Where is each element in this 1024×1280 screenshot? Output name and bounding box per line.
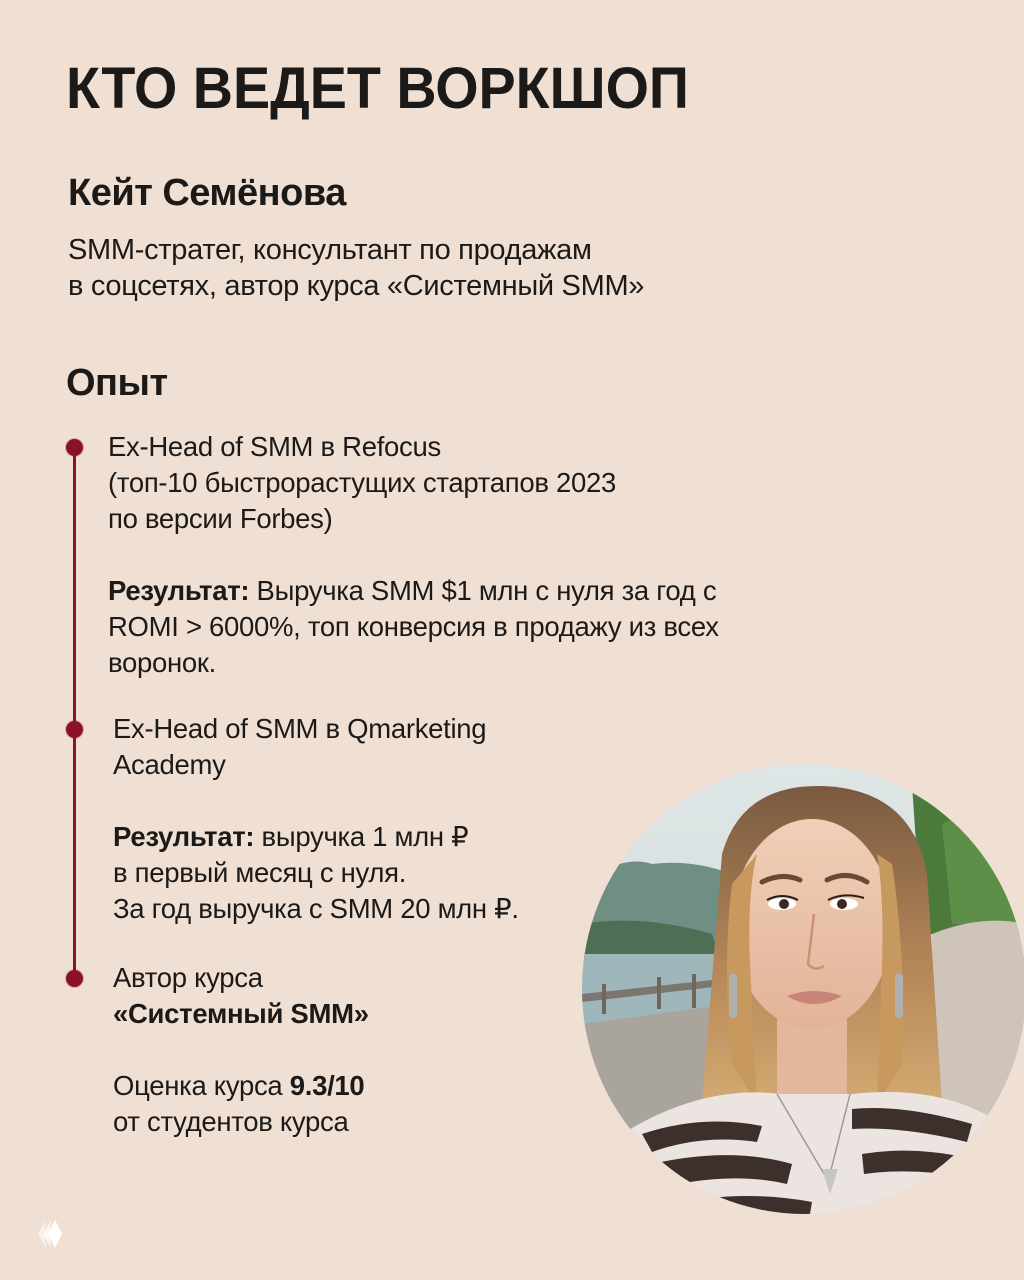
timeline-dot-icon (66, 970, 83, 987)
rating-suffix: от студентов курса (113, 1106, 349, 1137)
course-rating (113, 1068, 369, 1104)
timeline-line (73, 447, 76, 979)
timeline-dot-icon (66, 721, 83, 738)
speaker-role (68, 232, 828, 304)
result-text: За год выручка с SMM 20 млн ₽. (113, 893, 519, 924)
experience-item-refocus (108, 429, 719, 681)
rating-value: 9.3/10 (289, 1070, 365, 1101)
timeline-dot-icon (66, 439, 83, 456)
experience-item-course-author (113, 960, 369, 1140)
brand-logo-icon (30, 1214, 64, 1254)
speaker-photo (582, 764, 1024, 1214)
result-text: воронок. (108, 647, 216, 678)
experience-heading: Автор курса (113, 962, 263, 993)
result-label: Результат: (113, 821, 255, 852)
result-text: в первый месяц с нуля. (113, 857, 407, 888)
result-label: Результат: (108, 575, 250, 606)
experience-subtext: по версии Forbes) (108, 503, 333, 534)
experience-heading: Ex-Head of SMM в Refocus (108, 431, 441, 462)
portrait-image (582, 764, 1024, 1214)
result-text: выручка 1 млн ₽ (254, 821, 469, 852)
course-name: «Системный SMM» (113, 998, 369, 1029)
experience-item-qmarketing (113, 711, 519, 927)
experience-heading: Academy (113, 749, 226, 780)
experience-result (108, 573, 719, 609)
rating-prefix: Оценка курса (113, 1070, 290, 1101)
speaker-name: Кейт Семёнова (68, 172, 346, 214)
experience-subtext: (топ-10 быстрорастущих стартапов 2023 (108, 467, 616, 498)
experience-title: Опыт (66, 362, 168, 404)
experience-heading: Ex-Head of SMM в Qmarketing (113, 713, 487, 744)
result-text: Выручка SMM $1 млн с нуля за год с (249, 575, 717, 606)
speaker-role-line: в соцсетях, автор курса «Системный SMM» (68, 270, 645, 302)
page-title: КТО ВЕДЕТ ВОРКШОП (66, 56, 689, 121)
experience-result (113, 819, 519, 855)
speaker-role-line: SMM-стратег, консультант по продажам (68, 234, 592, 266)
result-text: ROMI > 6000%, топ конверсия в продажу из всех (108, 611, 719, 642)
